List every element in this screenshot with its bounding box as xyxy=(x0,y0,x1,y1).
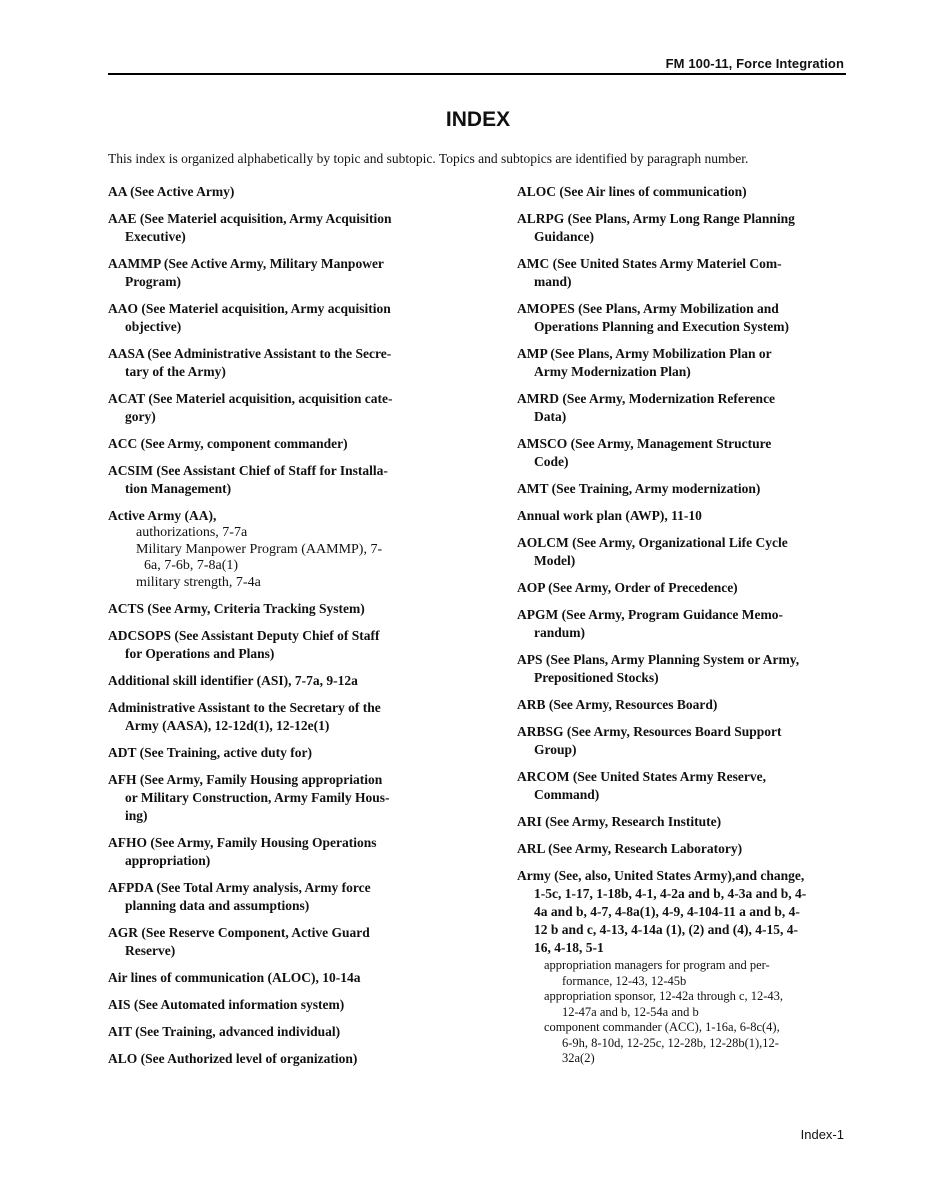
running-head: FM 100-11, Force Integration xyxy=(665,56,844,71)
entry-term: AASA (See Administrative Assistant to the Secre- xyxy=(108,346,392,361)
entry-continuation: Prepositioned Stocks) xyxy=(534,670,659,685)
entry-term: ALRPG (See Plans, Army Long Range Planning xyxy=(517,211,795,226)
entry-continuation: 12 b and c, 4-13, 4-14a (1), (2) and (4), 4-15, 4- xyxy=(534,922,798,937)
entry-term: ADCSOPS (See Assistant Deputy Chief of Staff xyxy=(108,628,380,643)
entry-continuation: ing) xyxy=(125,808,148,823)
entry-continuation: 4a and b, 4-7, 4-8a(1), 4-9, 4-104-11 a and b, 4- xyxy=(534,904,800,919)
entry-term: ARL (See Army, Research Laboratory) xyxy=(517,841,743,856)
intro-text: This index is organized alphabetically by topic and subtopic. Topics and subtopics are identified by paragraph number. xyxy=(108,151,749,166)
entry-term: AAE (See Materiel acquisition, Army Acquisition xyxy=(108,211,392,226)
index-entry xyxy=(108,627,448,663)
index-entry xyxy=(517,579,849,597)
index-entry xyxy=(108,255,448,291)
entry-term: Annual work plan (AWP), 11-10 xyxy=(517,508,702,523)
entry-continuation: Program) xyxy=(125,274,181,289)
index-entry xyxy=(517,723,849,759)
entry-term: AOLCM (See Army, Organizational Life Cycle xyxy=(517,535,788,550)
entry-continuation: Army Modernization Plan) xyxy=(534,364,691,379)
subentry: appropriation managers for program and per- xyxy=(544,958,770,972)
entry-continuation: Army (AASA), 12-12d(1), 12-12e(1) xyxy=(125,718,330,733)
entry-term: AMOPES (See Plans, Army Mobilization and xyxy=(517,301,779,316)
entry-term: AOP (See Army, Order of Precedence) xyxy=(517,580,738,595)
page-title: INDEX xyxy=(445,108,511,131)
entry-term: ADT (See Training, active duty for) xyxy=(108,745,312,760)
subentry: Military Manpower Program (AAMMP), 7- xyxy=(136,541,383,557)
entry-continuation: 1-5c, 1-17, 1-18b, 4-1, 4-2a and b, 4-3a and b, 4- xyxy=(534,886,807,901)
index-entry xyxy=(517,534,849,570)
entry-term: APGM (See Army, Program Guidance Memo- xyxy=(517,607,783,622)
subentry-continuation: 12-47a and b, 12-54a and b xyxy=(562,1004,699,1019)
index-entry xyxy=(108,390,448,426)
entry-term: AFHO (See Army, Family Housing Operations xyxy=(108,835,377,850)
entry-continuation: tary of the Army) xyxy=(125,364,226,379)
entry-continuation: Command) xyxy=(534,787,600,802)
entry-term: Active Army (AA), xyxy=(108,508,217,523)
entry-term: ALO (See Authorized level of organization) xyxy=(108,1051,358,1066)
entry-term: APS (See Plans, Army Planning System or Army, xyxy=(517,652,800,667)
entry-term: Army (See, also, United States Army),and change, xyxy=(517,868,805,883)
entry-term: Administrative Assistant to the Secretary of the xyxy=(108,700,381,715)
index-entry xyxy=(517,345,849,381)
subentry-continuation: 6-9h, 8-10d, 12-25c, 12-28b, 12-28b(1),12- xyxy=(562,1035,779,1050)
index-entry xyxy=(517,480,849,498)
entry-term: AAMMP (See Active Army, Military Manpower xyxy=(108,256,384,271)
entry-continuation: gory) xyxy=(125,409,156,424)
entry-term: AFH (See Army, Family Housing appropriation xyxy=(108,772,383,787)
index-entry xyxy=(108,672,448,690)
entry-term: ARCOM (See United States Army Reserve, xyxy=(517,769,766,784)
index-entry xyxy=(517,507,849,525)
index-entry xyxy=(108,300,448,336)
entry-term: ACAT (See Materiel acquisition, acquisition cate- xyxy=(108,391,393,406)
entry-continuation: planning data and assumptions) xyxy=(125,898,310,913)
index-entry xyxy=(108,996,448,1014)
index-entry xyxy=(108,507,448,591)
entry-term: Air lines of communication (ALOC), 10-14a xyxy=(108,970,361,985)
entry-continuation: tion Management) xyxy=(125,481,232,496)
index-entry xyxy=(517,651,849,687)
index-entry xyxy=(517,300,849,336)
entry-term: ACTS (See Army, Criteria Tracking System) xyxy=(108,601,365,616)
entry-continuation: Code) xyxy=(534,454,569,469)
index-entry xyxy=(517,813,849,831)
subentry-continuation: 6a, 7-6b, 7-8a(1) xyxy=(144,558,239,573)
index-entry xyxy=(108,210,448,246)
entry-term: AMSCO (See Army, Management Structure xyxy=(517,436,772,451)
entry-term: AIT (See Training, advanced individual) xyxy=(108,1024,341,1039)
entry-term: ALOC (See Air lines of communication) xyxy=(517,184,747,199)
index-entry xyxy=(517,210,849,246)
subentry-continuation: formance, 12-43, 12-45b xyxy=(562,973,687,988)
entry-continuation: Model) xyxy=(534,553,576,568)
index-entry xyxy=(108,879,448,915)
entry-term: AMRD (See Army, Modernization Reference xyxy=(517,391,776,406)
index-entry xyxy=(517,606,849,642)
entry-term: AFPDA (See Total Army analysis, Army force xyxy=(108,880,371,895)
entry-term: AGR (See Reserve Component, Active Guard xyxy=(108,925,370,940)
index-entry xyxy=(108,1050,448,1068)
index-entry xyxy=(517,840,849,858)
entry-continuation: objective) xyxy=(125,319,182,334)
index-entry xyxy=(108,1023,448,1041)
subentry: appropriation sponsor, 12-42a through c, 12-43, xyxy=(544,989,784,1003)
entry-term: AMT (See Training, Army modernization) xyxy=(517,481,761,496)
index-entry xyxy=(517,390,849,426)
entry-term: AMC (See United States Army Materiel Com- xyxy=(517,256,782,271)
entry-term: AIS (See Automated information system) xyxy=(108,997,345,1012)
left-column xyxy=(108,183,448,1077)
index-entry xyxy=(108,183,448,201)
entry-continuation: Operations Planning and Execution System) xyxy=(534,319,790,334)
entry-term: ACC (See Army, component commander) xyxy=(108,436,348,451)
subentry-continuation: 32a(2) xyxy=(562,1051,595,1065)
entry-term: AMP (See Plans, Army Mobilization Plan or xyxy=(517,346,772,361)
index-entry xyxy=(517,183,849,201)
entry-term: ACSIM (See Assistant Chief of Staff for Installa- xyxy=(108,463,388,478)
index-entry xyxy=(517,696,849,714)
entry-term: ARB (See Army, Resources Board) xyxy=(517,697,718,712)
subentry: component commander (ACC), 1-16a, 6-8c(4), xyxy=(544,1020,780,1034)
index-entry xyxy=(108,600,448,618)
index-entry xyxy=(517,255,849,291)
index-entry xyxy=(517,768,849,804)
entry-continuation: Reserve) xyxy=(125,943,176,958)
entry-continuation: for Operations and Plans) xyxy=(125,646,275,661)
entry-continuation: Group) xyxy=(534,742,577,757)
index-entry xyxy=(108,435,448,453)
index-entry xyxy=(108,462,448,498)
index-entry xyxy=(108,771,448,825)
index-entry xyxy=(108,969,448,987)
right-column xyxy=(517,183,849,1076)
entry-term: ARBSG (See Army, Resources Board Support xyxy=(517,724,782,739)
index-entry xyxy=(108,699,448,735)
index-entry xyxy=(108,744,448,762)
index-entry xyxy=(517,867,849,1067)
index-entry xyxy=(108,834,448,870)
entry-continuation: Executive) xyxy=(125,229,186,244)
entry-term: ARI (See Army, Research Institute) xyxy=(517,814,722,829)
entry-term: AAO (See Materiel acquisition, Army acquisition xyxy=(108,301,391,316)
entry-continuation: randum) xyxy=(534,625,586,640)
entry-term: AA (See Active Army) xyxy=(108,184,235,199)
entry-continuation: appropriation) xyxy=(125,853,211,868)
index-entry xyxy=(108,924,448,960)
subentry: authorizations, 7-7a xyxy=(136,525,248,540)
index-entry xyxy=(108,345,448,381)
entry-term: Additional skill identifier (ASI), 7-7a, 9-12a xyxy=(108,673,358,688)
subentry: military strength, 7-4a xyxy=(136,574,261,590)
entry-continuation: Guidance) xyxy=(534,229,595,244)
header-rule xyxy=(108,73,846,75)
page-number: Index-1 xyxy=(800,1127,844,1142)
entry-continuation: mand) xyxy=(534,274,572,289)
entry-continuation: or Military Construction, Army Family Hous- xyxy=(125,790,390,805)
entry-continuation: Data) xyxy=(534,409,567,424)
entry-continuation: 16, 4-18, 5-1 xyxy=(534,940,604,955)
index-entry xyxy=(517,435,849,471)
